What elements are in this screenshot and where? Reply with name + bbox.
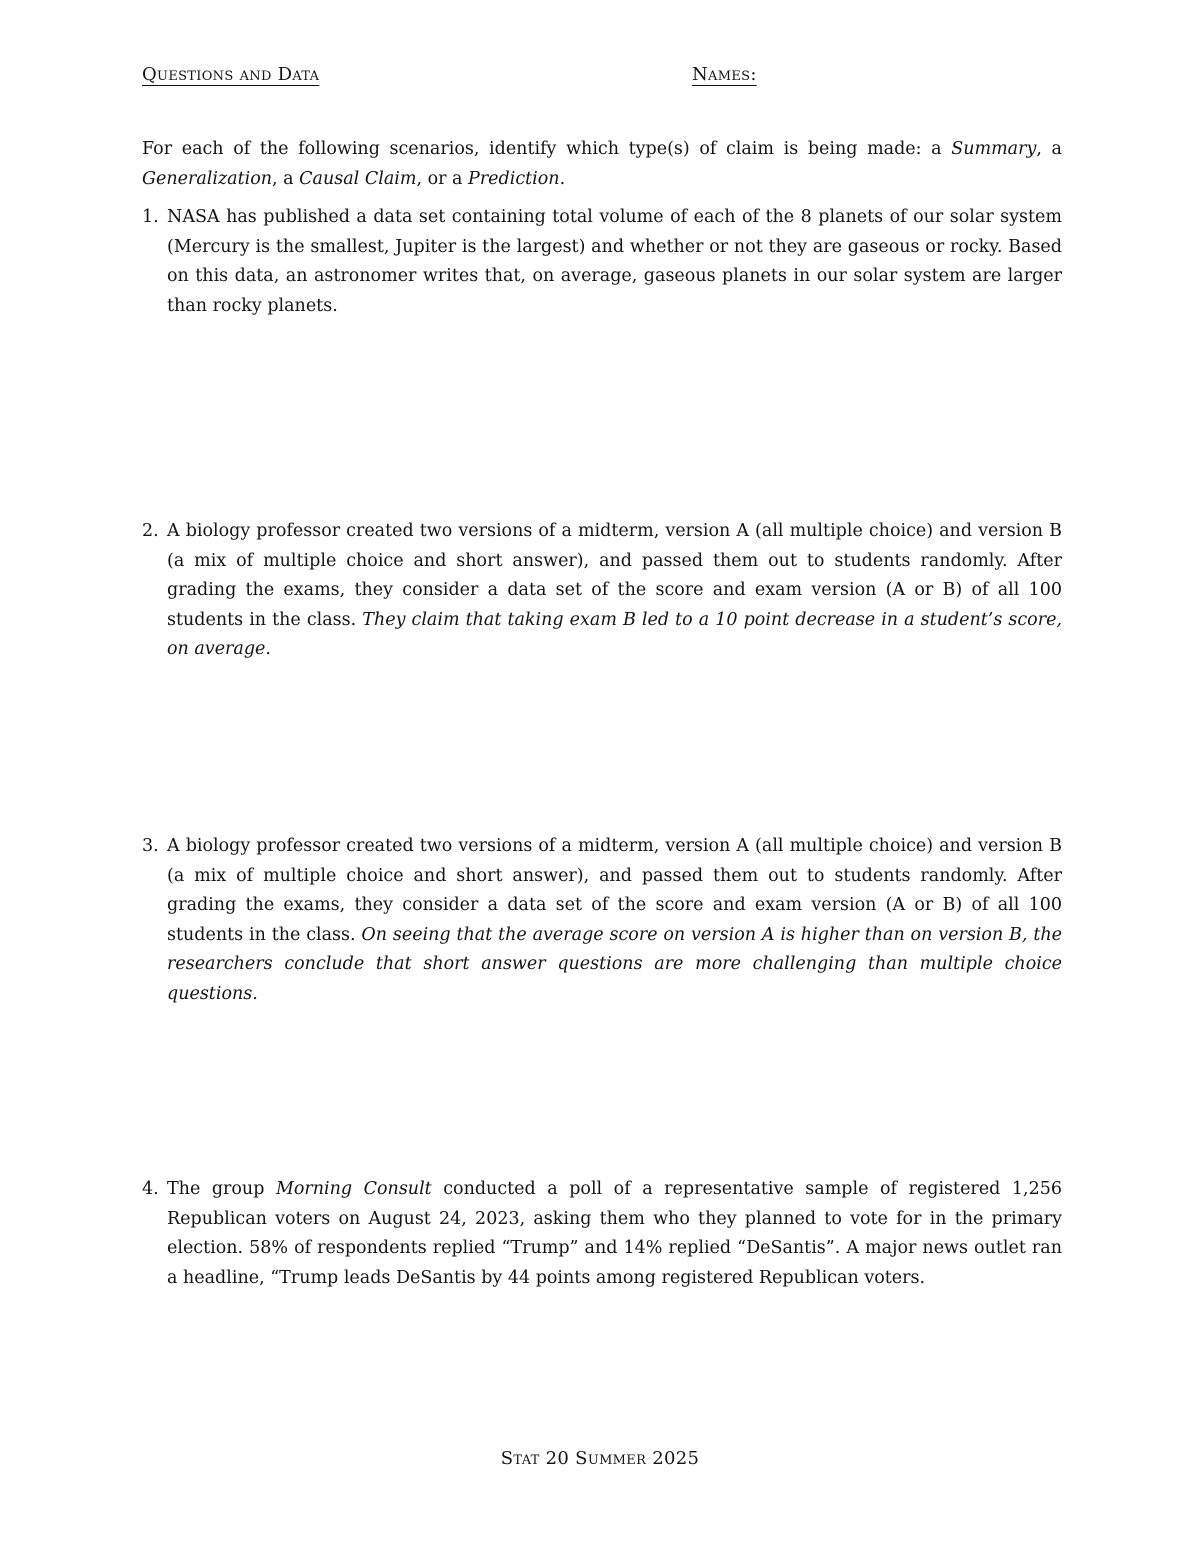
period: . — [559, 169, 566, 189]
separator: , a — [1036, 139, 1062, 159]
question-1 — [142, 203, 1062, 321]
question-text: A biology professor created two versions of a midterm, version A (all multiple choice) and version B (a mix of multiple choice and short answer), and passed them out to students randomly. After grading the exams, they consider a data set of the score and exam version (A or B) of all 100 students in the class. — [167, 836, 1062, 945]
question-2 — [142, 517, 1062, 665]
question-number: 2. — [142, 521, 159, 541]
question-3 — [142, 832, 1062, 1009]
question-text: The group — [167, 1179, 276, 1199]
term-prediction: Prediction — [468, 169, 560, 189]
term-generalization: Generalization — [142, 169, 273, 189]
question-number: 3. — [142, 836, 159, 856]
page-footer: Stat 20 Summer 2025 — [500, 1448, 700, 1469]
question-text: NASA has published a data set containing total volume of each of the 8 planets of our solar system (Mercury is the smallest, Jupiter is the largest) and whether or not they are gaseous or rocky. Based on this data, an astronomer writes that, on average, gaseous planets in our solar system are larger than rocky planets. — [167, 207, 1062, 316]
names-label: Names: — [692, 64, 757, 85]
term-causal-claim: Causal Claim — [299, 169, 417, 189]
separator: , a — [272, 169, 300, 189]
separator: , or a — [416, 169, 469, 189]
question-text-continued: conducted a poll of a representative sample of registered 1,256 Republican voters on August 24, 2023, asking them who they planned to vote for in the primary election. 58% of respondents replied “Trump” and 14% replied “DeSantis”. A major news outlet ran a headline, “Trump leads DeSantis by 44 points among registered Republican voters. — [167, 1179, 1062, 1288]
worksheet-title: Questions and Data — [142, 64, 320, 85]
question-claim: On seeing that the average score on version A is higher than on version B, the researchers conclude that short answer questions are more challenging than multiple choice questions. — [167, 924, 1062, 1004]
question-4 — [142, 1175, 1062, 1293]
question-body — [167, 517, 1062, 665]
question-number: 1. — [142, 207, 159, 227]
poll-source: Morning Consult — [275, 1179, 432, 1199]
question-claim: They claim that taking exam B led to a 10 point decrease in a student’s score, on average. — [167, 609, 1062, 659]
question-body — [167, 1175, 1062, 1293]
term-summary: Summary — [951, 139, 1037, 159]
question-body — [167, 832, 1062, 1009]
instructions — [142, 134, 1062, 194]
question-text: A biology professor created two versions of a midterm, version A (all multiple choice) and version B (a mix of multiple choice and short answer), and passed them out to students randomly. After grading the exams, they consider a data set of the score and exam version (A or B) of all 100 students in the class. — [167, 521, 1062, 630]
instructions-text: For each of the following scenarios, identify which type(s) of claim is being made: a — [142, 139, 952, 159]
question-number: 4. — [142, 1179, 159, 1199]
